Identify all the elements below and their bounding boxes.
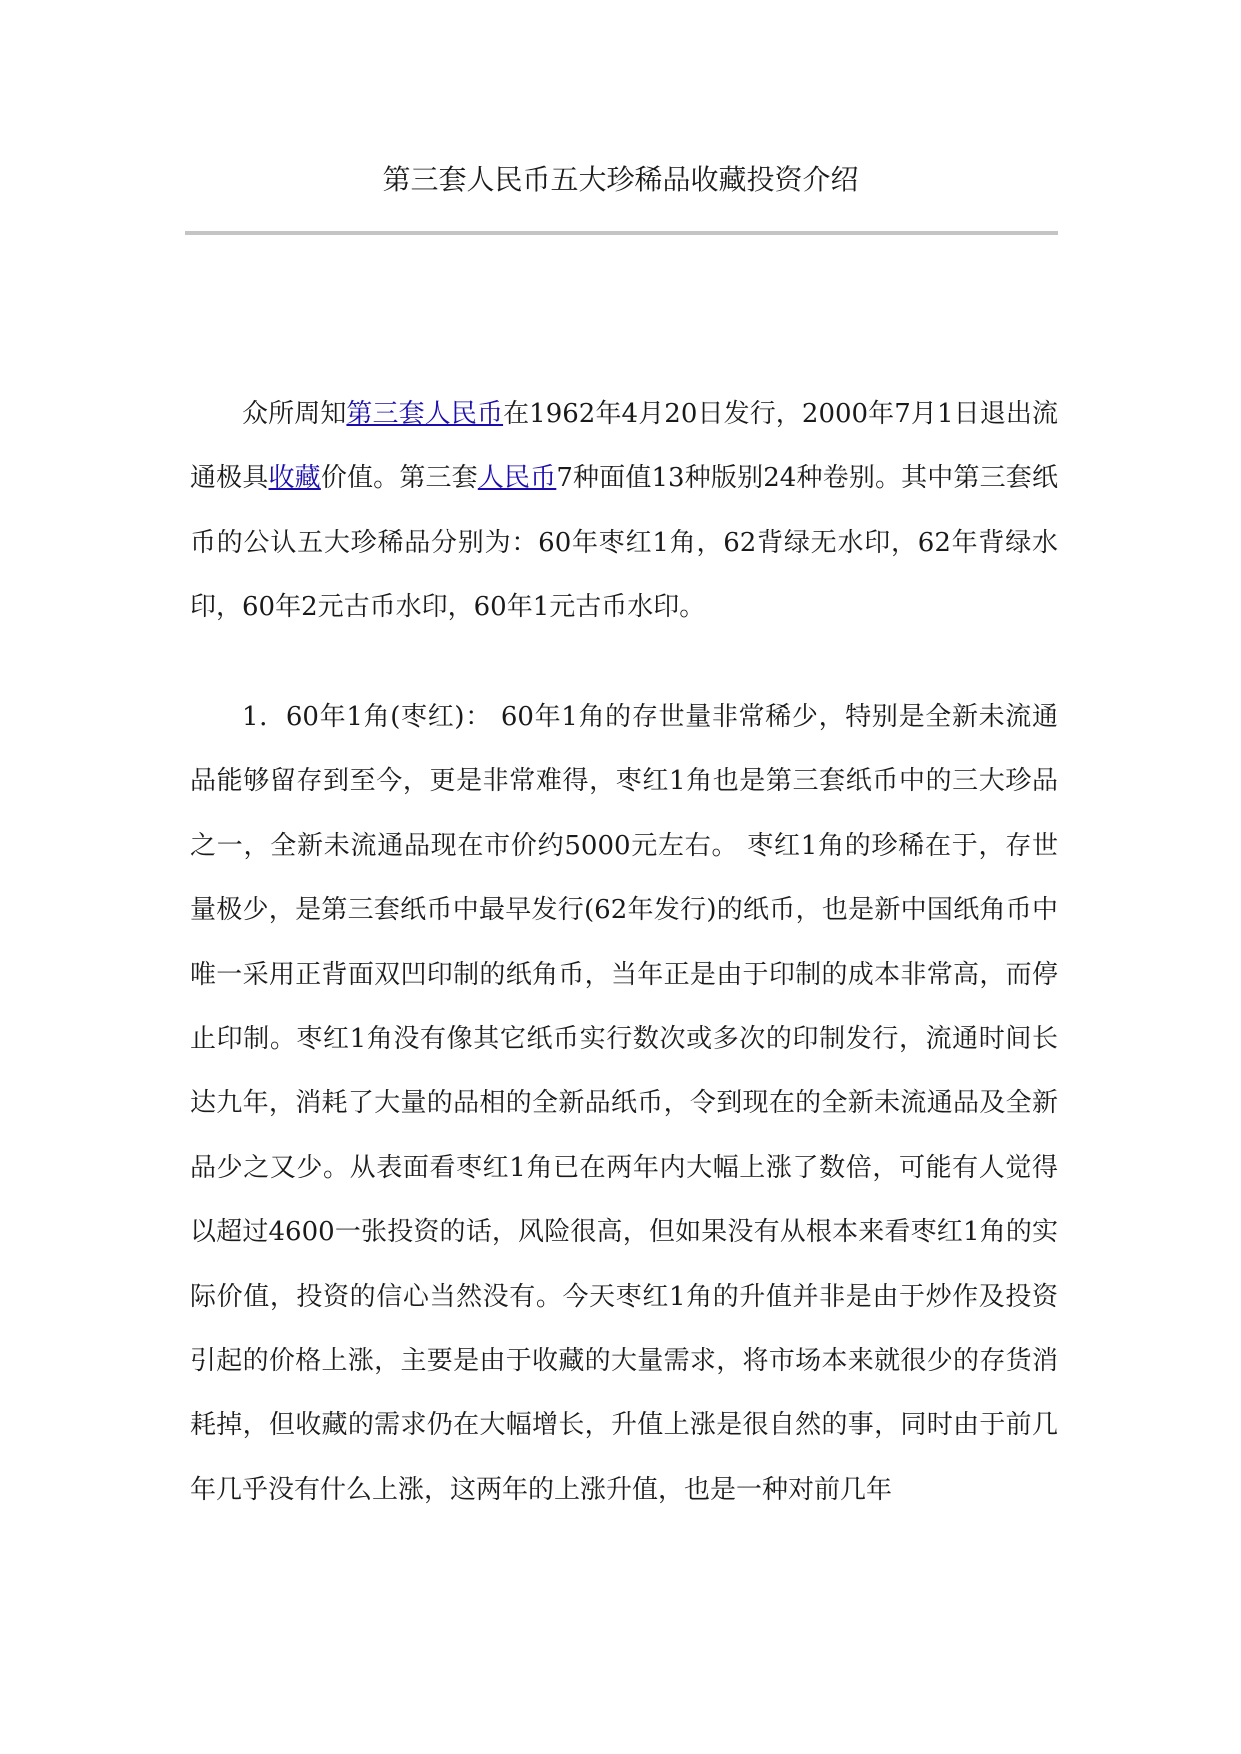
text-segment: 在1962年4月20日发行，2000年7月1日退出流通极具: [190, 399, 1058, 494]
text-segment: 7种面值13种版别24种卷别。其中第三套纸币的公认五大珍稀品分别为：60年枣红1角，62背绿无水印，62年背绿水印，60年2元古币水印，60年1元古币水印。: [190, 463, 1058, 623]
section-1-paragraph: [190, 685, 1058, 1522]
intro-paragraph: [190, 382, 1058, 640]
document-title: 第三套人民币五大珍稀品收藏投资介绍: [382, 163, 859, 196]
link-third-series-rmb[interactable]: 第三套人民币: [346, 399, 504, 429]
text-segment: 1．60年1角(枣红)： 60年1角的存世量非常稀少，特别是全新未流通品能够留存到至今，更是非常难得，枣红1角也是第三套纸币中的三大珍品之一，全新未流通品现在市价约5000元左右。 枣红1角的珍稀在于，存世量极少，是第三套纸币中最早发行(62年发行)的纸币，也是新中国纸角币中唯一采用正背面双凹印制的纸角币，当年正是由于印制的成本非常高，而停止印制。枣红1角没有像其它纸币实行数次或多次的印制发行，流通时间长达九年，消耗了大量的品相的全新品纸币，令到现在的全新未流通品及全新品少之又少。从表面看枣红1角已在两年内大幅上涨了数倍，可能有人觉得以超过4600一张投资的话，风险很高，但如果没有从根本来看枣红1角的实际价值，投资的信心当然没有。今天枣红1角的升值并非是由于炒作及投资引起的价格上涨，主要是由于收藏的大量需求，将市场本来就很少的存货消耗掉，但收藏的需求仍在大幅增长，升值上涨是很自然的事，同时由于前几年几乎没有什么上涨，这两年的上涨升值，也是一种对前几年: [190, 702, 1058, 1505]
text-segment: 众所周知: [242, 399, 347, 429]
text-segment: 价值。第三套: [320, 463, 478, 494]
link-collection[interactable]: 收藏: [268, 463, 321, 494]
link-rmb[interactable]: 人民币: [477, 463, 557, 494]
title-divider: [185, 231, 1058, 235]
